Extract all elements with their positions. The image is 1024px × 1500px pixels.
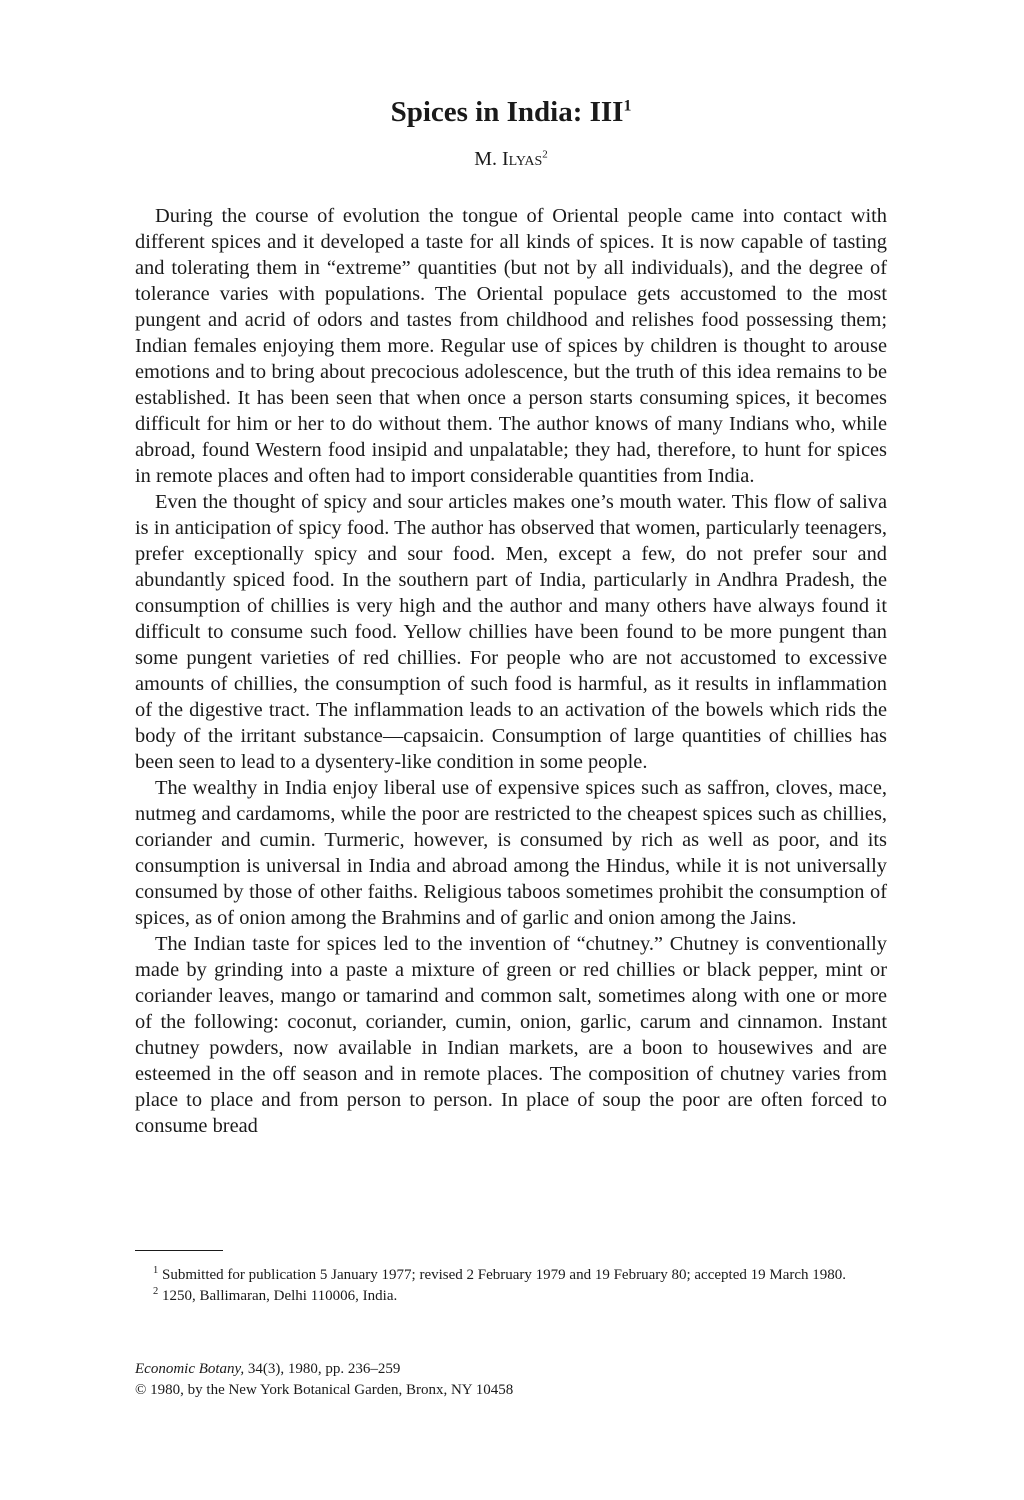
title-text: Spices in India: III xyxy=(390,96,624,128)
citation-line xyxy=(135,1359,887,1380)
author-initial: M. xyxy=(474,148,498,170)
author-line xyxy=(135,144,887,174)
footnote xyxy=(135,1265,887,1286)
body-paragraph: Even the thought of spicy and sour articles makes one’s mouth water. This flow of saliva is in anticipation of spicy food. The author has observed that women, particularly teenagers, prefer exceptionally spicy and sour food. Men, except a few, do not prefer sour and abundantly spiced food. In the southern part of India, particularly in Andhra Pradesh, the consumption of chillies is very high and the author and many others have always found it difficult to consume such food. Yellow chillies have been found to be more pungent than some pungent varieties of red chillies. For people who are not accustomed to excessive amounts of chillies, the consumption of such food is harmful, as it results in inflammation of the digestive tract. The inflammation leads to an activation of the bowels which rids the body of the irritant substance—capsaicin. Consumption of large quantities of chillies has been seen to lead to a dysentery-like condition in some people. xyxy=(135,491,887,773)
footnote-text: 1250, Ballimaran, Delhi 110006, India. xyxy=(162,1288,398,1304)
article-title xyxy=(135,94,887,130)
author-footnote-mark: 2 xyxy=(542,148,548,161)
copyright-line: © 1980, by the New York Botanical Garden, Bronx, NY 10458 xyxy=(135,1382,514,1398)
body-paragraph: During the course of evolution the tongue of Oriental people came into contact with different spices and it developed a taste for all kinds of spices. It is now capable of tasting and tolerating them in “extreme” quantities (but not by all individuals), and the degree of tolerance varies with populations. The Oriental populace gets accustomed to the most pungent and acrid of odors and tastes from childhood and relishes food possessing them; Indian females enjoying them more. Regular use of spices by children is thought to arouse emotions and to bring about precocious adolescence, but the truth of this idea remains to be established. It has been seen that when once a person starts consuming spices, it becomes difficult for him or her to do without them. The author knows of many Indians who, while abroad, found Western food insipid and unpalatable; they had, therefore, to hunt for spices in remote places and often had to import considerable quantities from India. xyxy=(135,205,887,487)
footnote-text: Submitted for publication 5 January 1977; revised 2 February 1979 and 19 February 80; accepted 19 March 1980. xyxy=(162,1267,847,1283)
title-footnote-mark: 1 xyxy=(623,97,632,115)
body-paragraph: The Indian taste for spices led to the invention of “chutney.” Chutney is conventionally made by grinding into a paste a mixture of green or red chillies or black pepper, mint or coriander leaves, mango or tamarind and common salt, sometimes along with one or more of the following: coconut, coriander, cumin, onion, garlic, carum and cinnamon. Instant chutney powders, now available in Indian markets, are a boon to housewives and are esteemed in the off season and in remote places. The composition of chutney varies from place to place and from person to person. In place of soup the poor are often forced to consume bread xyxy=(135,933,887,1137)
footnote xyxy=(135,1286,887,1307)
article-body xyxy=(135,203,887,1139)
journal-name: Economic Botany, xyxy=(135,1361,245,1377)
footnote-mark: 2 xyxy=(153,1286,159,1297)
journal-details: 34(3), 1980, pp. 236–259 xyxy=(244,1361,401,1377)
footnote-mark: 1 xyxy=(153,1265,159,1276)
body-paragraph: The wealthy in India enjoy liberal use of expensive spices such as saffron, cloves, mace, nutmeg and cardamoms, while the poor are restricted to the cheapest spices such as chillies, coriander and cumin. Turmeric, however, is consumed by rich as well as poor, and its consumption is universal in India and abroad among the Hindus, while it is not universally consumed by those of other faiths. Religious taboos sometimes prohibit the consumption of spices, as of onion among the Brahmins and of garlic and onion among the Jains. xyxy=(135,777,887,929)
author-surname: Ilyas xyxy=(502,148,543,170)
journal-citation xyxy=(135,1359,887,1401)
footnote-rule xyxy=(135,1250,223,1251)
footnotes xyxy=(135,1265,887,1307)
